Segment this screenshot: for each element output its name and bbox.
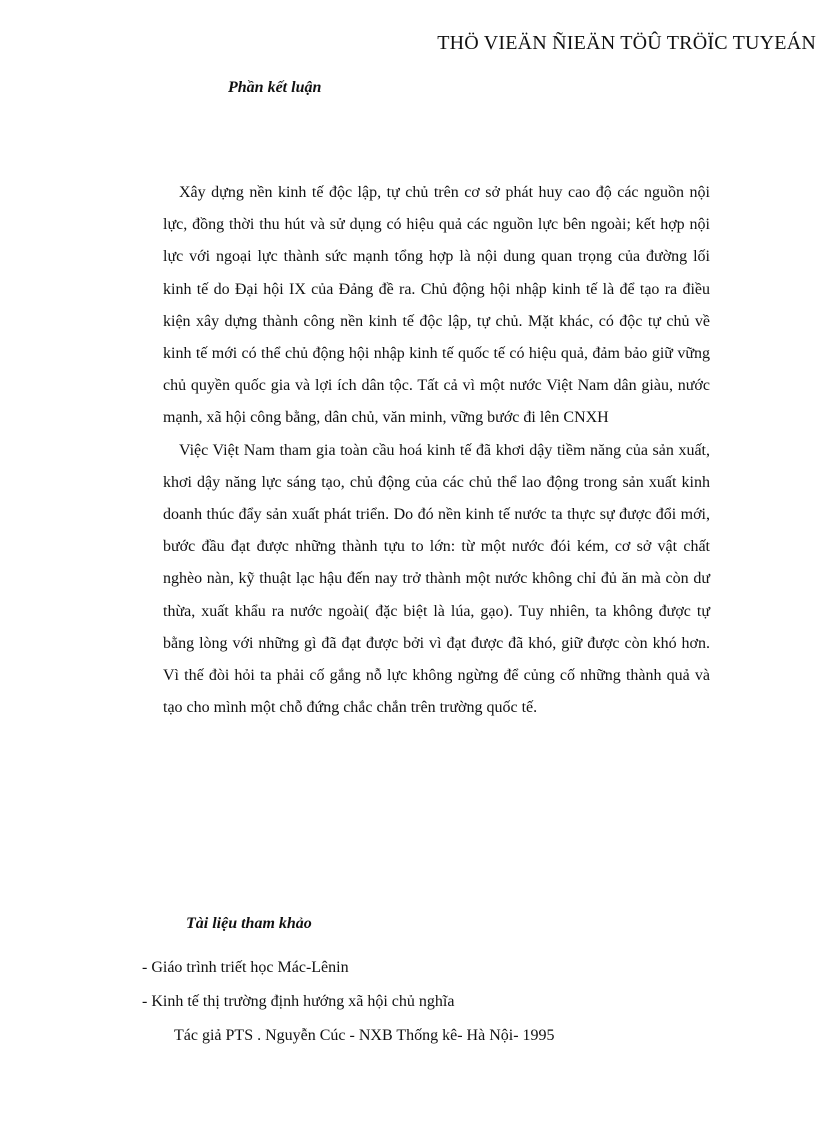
paragraph-1: Xây dựng nền kinh tế độc lập, tự chủ trên cơ sở phát huy cao độ các nguồn nội lực, đồng thời thu hút và sử dụng có hiệu quả các nguồn lực bên ngoài; kết hợp nội lực với ngoại lực thành sức mạnh tổng hợp là nội dung quan trọng của đường lối kinh tế do Đại hội IX của Đảng đề ra. Chủ động hội nhập kinh tế là để tạo ra điều kiện xây dựng thành công nền kinh tế độc lập, tự chủ. Mặt khác, có độc tự chủ về kinh tế mới có thể chủ động hội nhập kinh tế quốc tế có hiệu quả, đảm bảo giữ vững chủ quyền quốc gia và lợi ích dân tộc. Tất cả vì một nước Việt Nam dân giàu, nước mạnh, xã hội công bằng, dân chủ, văn minh, vững bước đi lên CNXH (163, 184, 710, 427)
reference-item: - Giáo trình triết học Mác-Lênin (142, 959, 349, 976)
reference-item: - Kinh tế thị trường định hướng xã hội chủ nghĩa (142, 993, 455, 1010)
page-header: THÖ VIEÄN ÑIEÄN TÖÛ TRÖÏC TUYEÁN (437, 32, 816, 54)
reference-author-line: Tác giả PTS . Nguyễn Cúc - NXB Thống kê- Hà Nội- 1995 (174, 1027, 555, 1044)
conclusion-heading: Phần kết luận (228, 79, 322, 96)
references-list (142, 951, 555, 1053)
references-heading: Tài liệu tham khảo (186, 915, 312, 932)
conclusion-body (163, 177, 710, 724)
paragraph-2: Việc Việt Nam tham gia toàn cầu hoá kinh tế đã khơi dậy tiềm năng của sản xuất, khơi dậy năng lực sáng tạo, chủ động của các chủ thể lao động trong sản xuất kinh doanh thúc đẩy sản xuất phát triển. Do đó nền kinh tế nước ta thực sự được đổi mới, bước đầu đạt được những thành tựu to lớn: từ một nước đói kém, cơ sở vật chất nghèo nàn, kỹ thuật lạc hậu đến nay trở thành một nước không chỉ đủ ăn mà còn dư thừa, xuất khẩu ra nước ngoài( đặc biệt là lúa, gạo). Tuy nhiên, ta không được tự bằng lòng với những gì đã đạt được bởi vì đạt được đã khó, giữ được còn khó hơn. Vì thế đòi hỏi ta phải cố gắng nỗ lực không ngừng để củng cố những thành quả và tạo cho mình một chỗ đứng chắc chắn trên trường quốc tế. (163, 441, 710, 717)
